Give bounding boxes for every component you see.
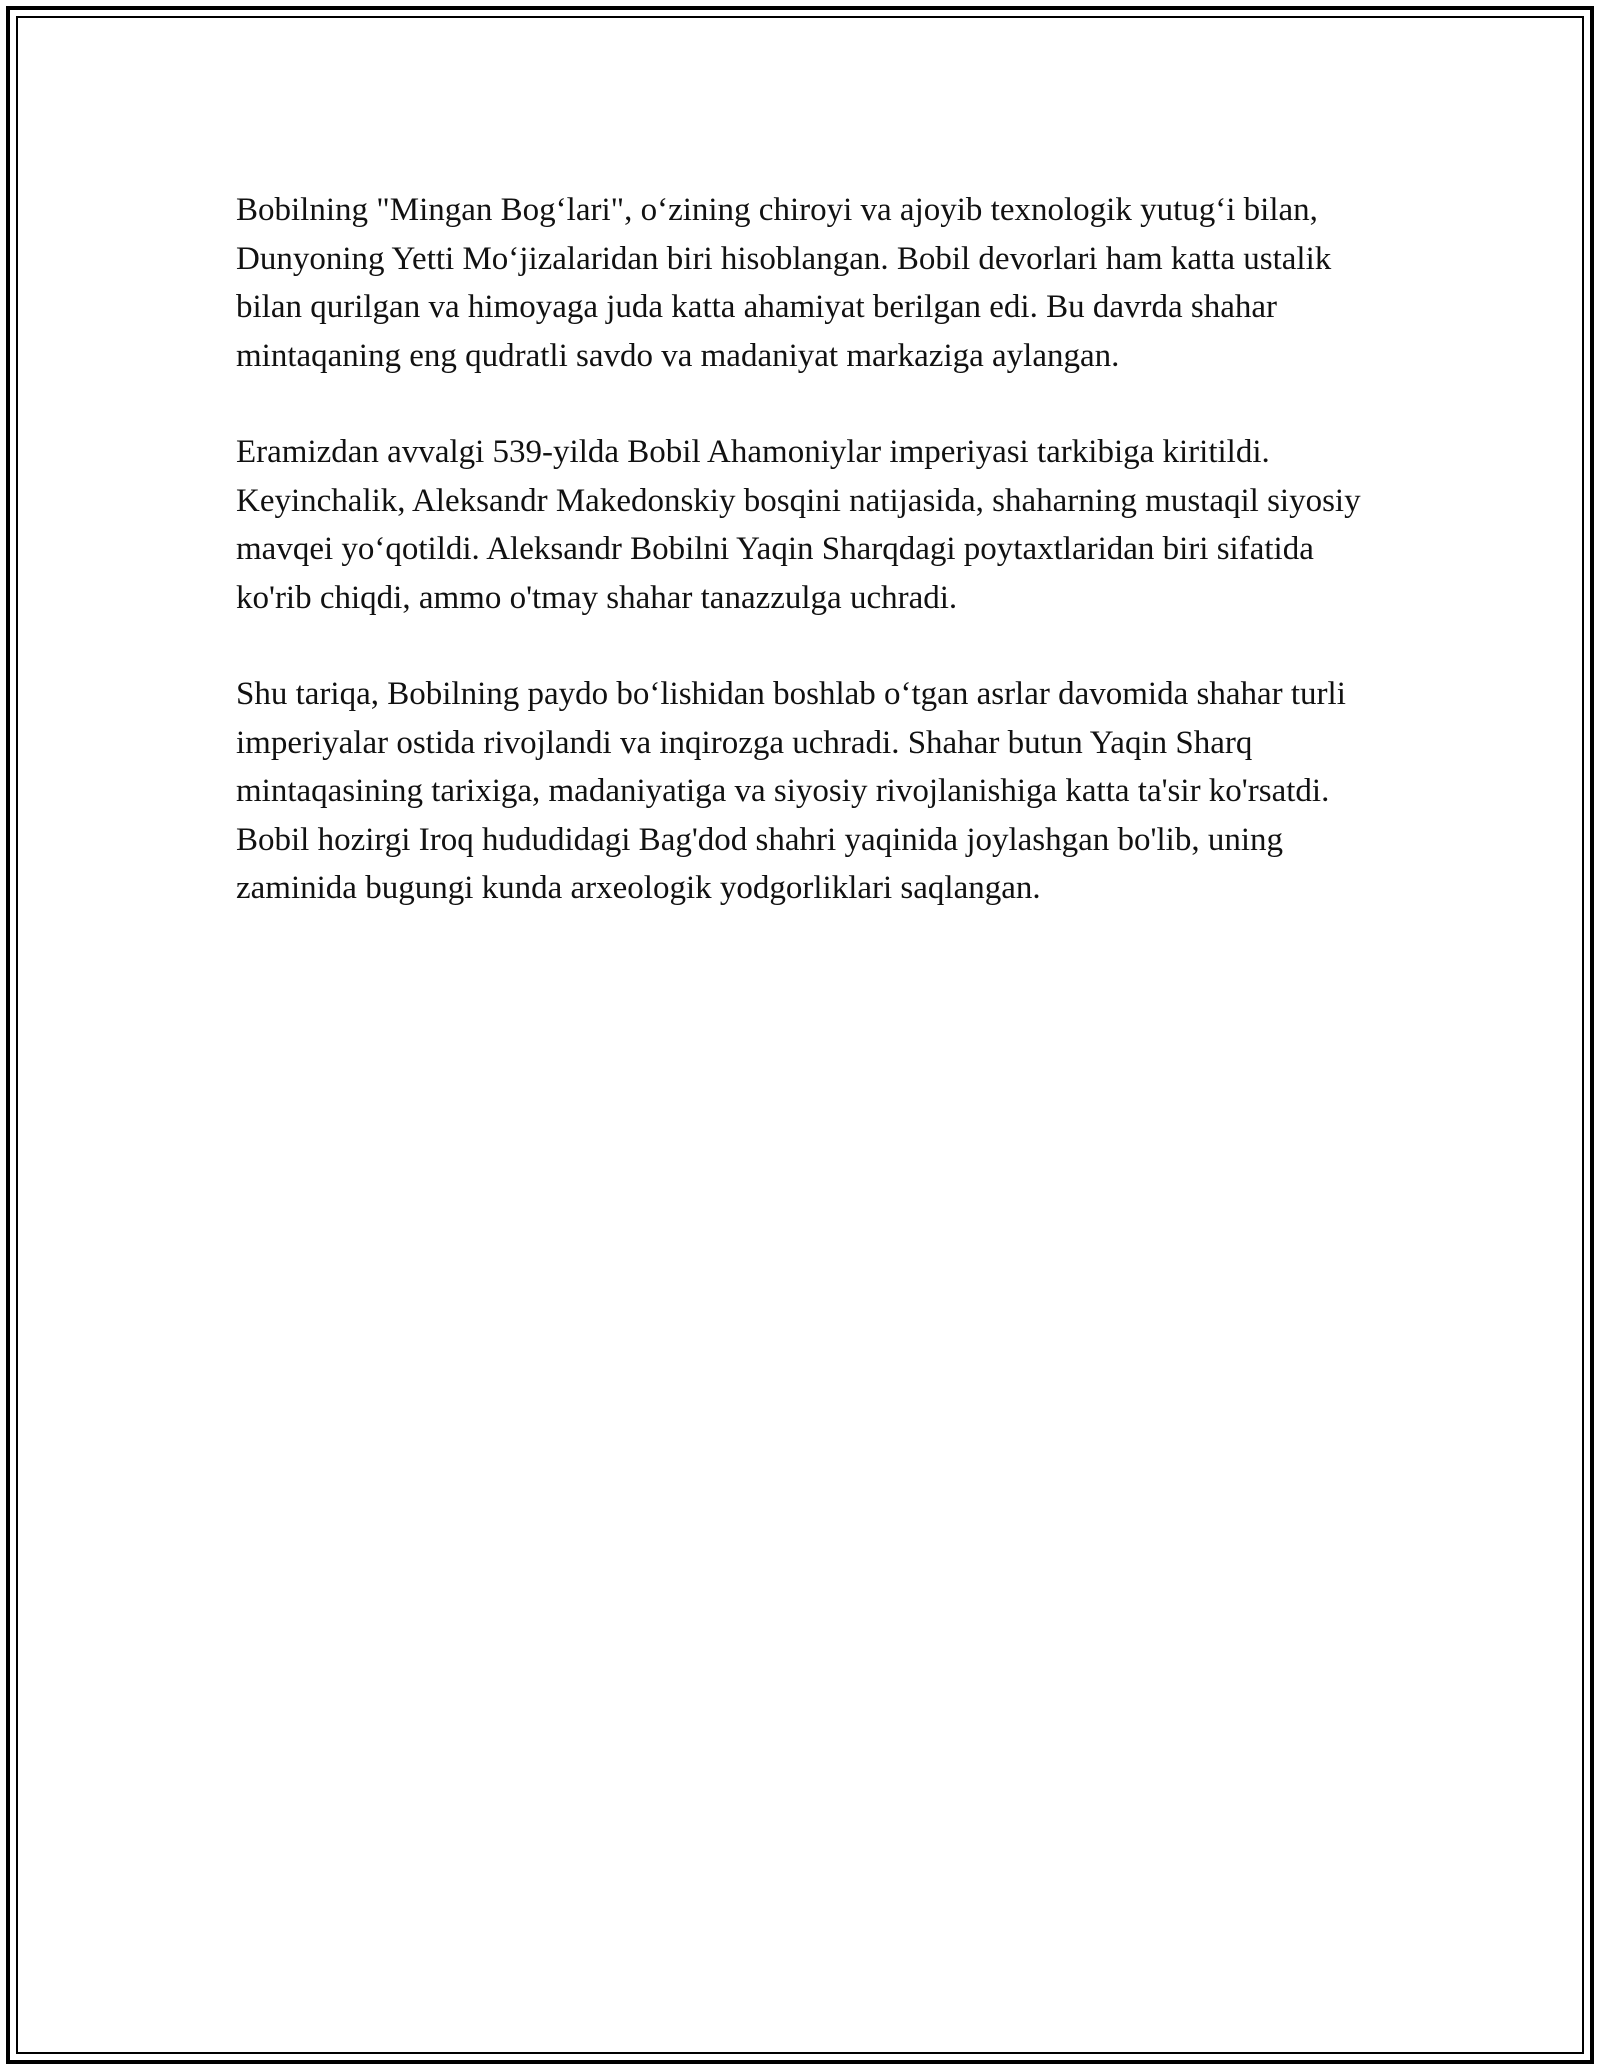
paragraph-3: Shu tariqa, Bobilning paydo bo‘lishidan boshlab o‘tgan asrlar davomida shahar turli imperiyalar ostida rivojlandi va inqirozga uchradi. Shahar butun Yaqin Sharq mintaqasining tarixiga, madaniyatiga va siyosiy rivojlanishiga katta ta'sir ko'rsatdi. Bobil hozirgi Iroq hududidagi Bag'dod shahri yaqinida joylashgan bo'lib, uning zaminida bugungi kunda arxeologik yodgorliklari saqlangan. bbox=[236, 676, 1346, 906]
paragraph-2: Eramizdan avvalgi 539-yilda Bobil Ahamoniylar imperiyasi tarkibiga kiritildi. Keyinchalik, Aleksandr Makedonskiy bosqini natijasida, shaharning mustaqil siyosiy mavqei yo‘qotildi. Aleksandr Bobilni Yaqin Sharqdagi poytaxtlaridan biri sifatida ko'rib chiqdi, ammo o'tmay shahar tanazzulga uchradi. bbox=[236, 434, 1361, 616]
document-body bbox=[236, 186, 1376, 961]
paragraph-1: Bobilning "Mingan Bog‘lari", o‘zining chiroyi va ajoyib texnologik yutug‘i bilan, Dunyoning Yetti Mo‘jizalaridan biri hisoblangan. Bobil devorlari ham katta ustalik bilan qurilgan va himoyaga juda katta ahamiyat berilgan edi. Bu davrda shahar mintaqaning eng qudratli savdo va madaniyat markaziga aylangan. bbox=[236, 192, 1332, 374]
